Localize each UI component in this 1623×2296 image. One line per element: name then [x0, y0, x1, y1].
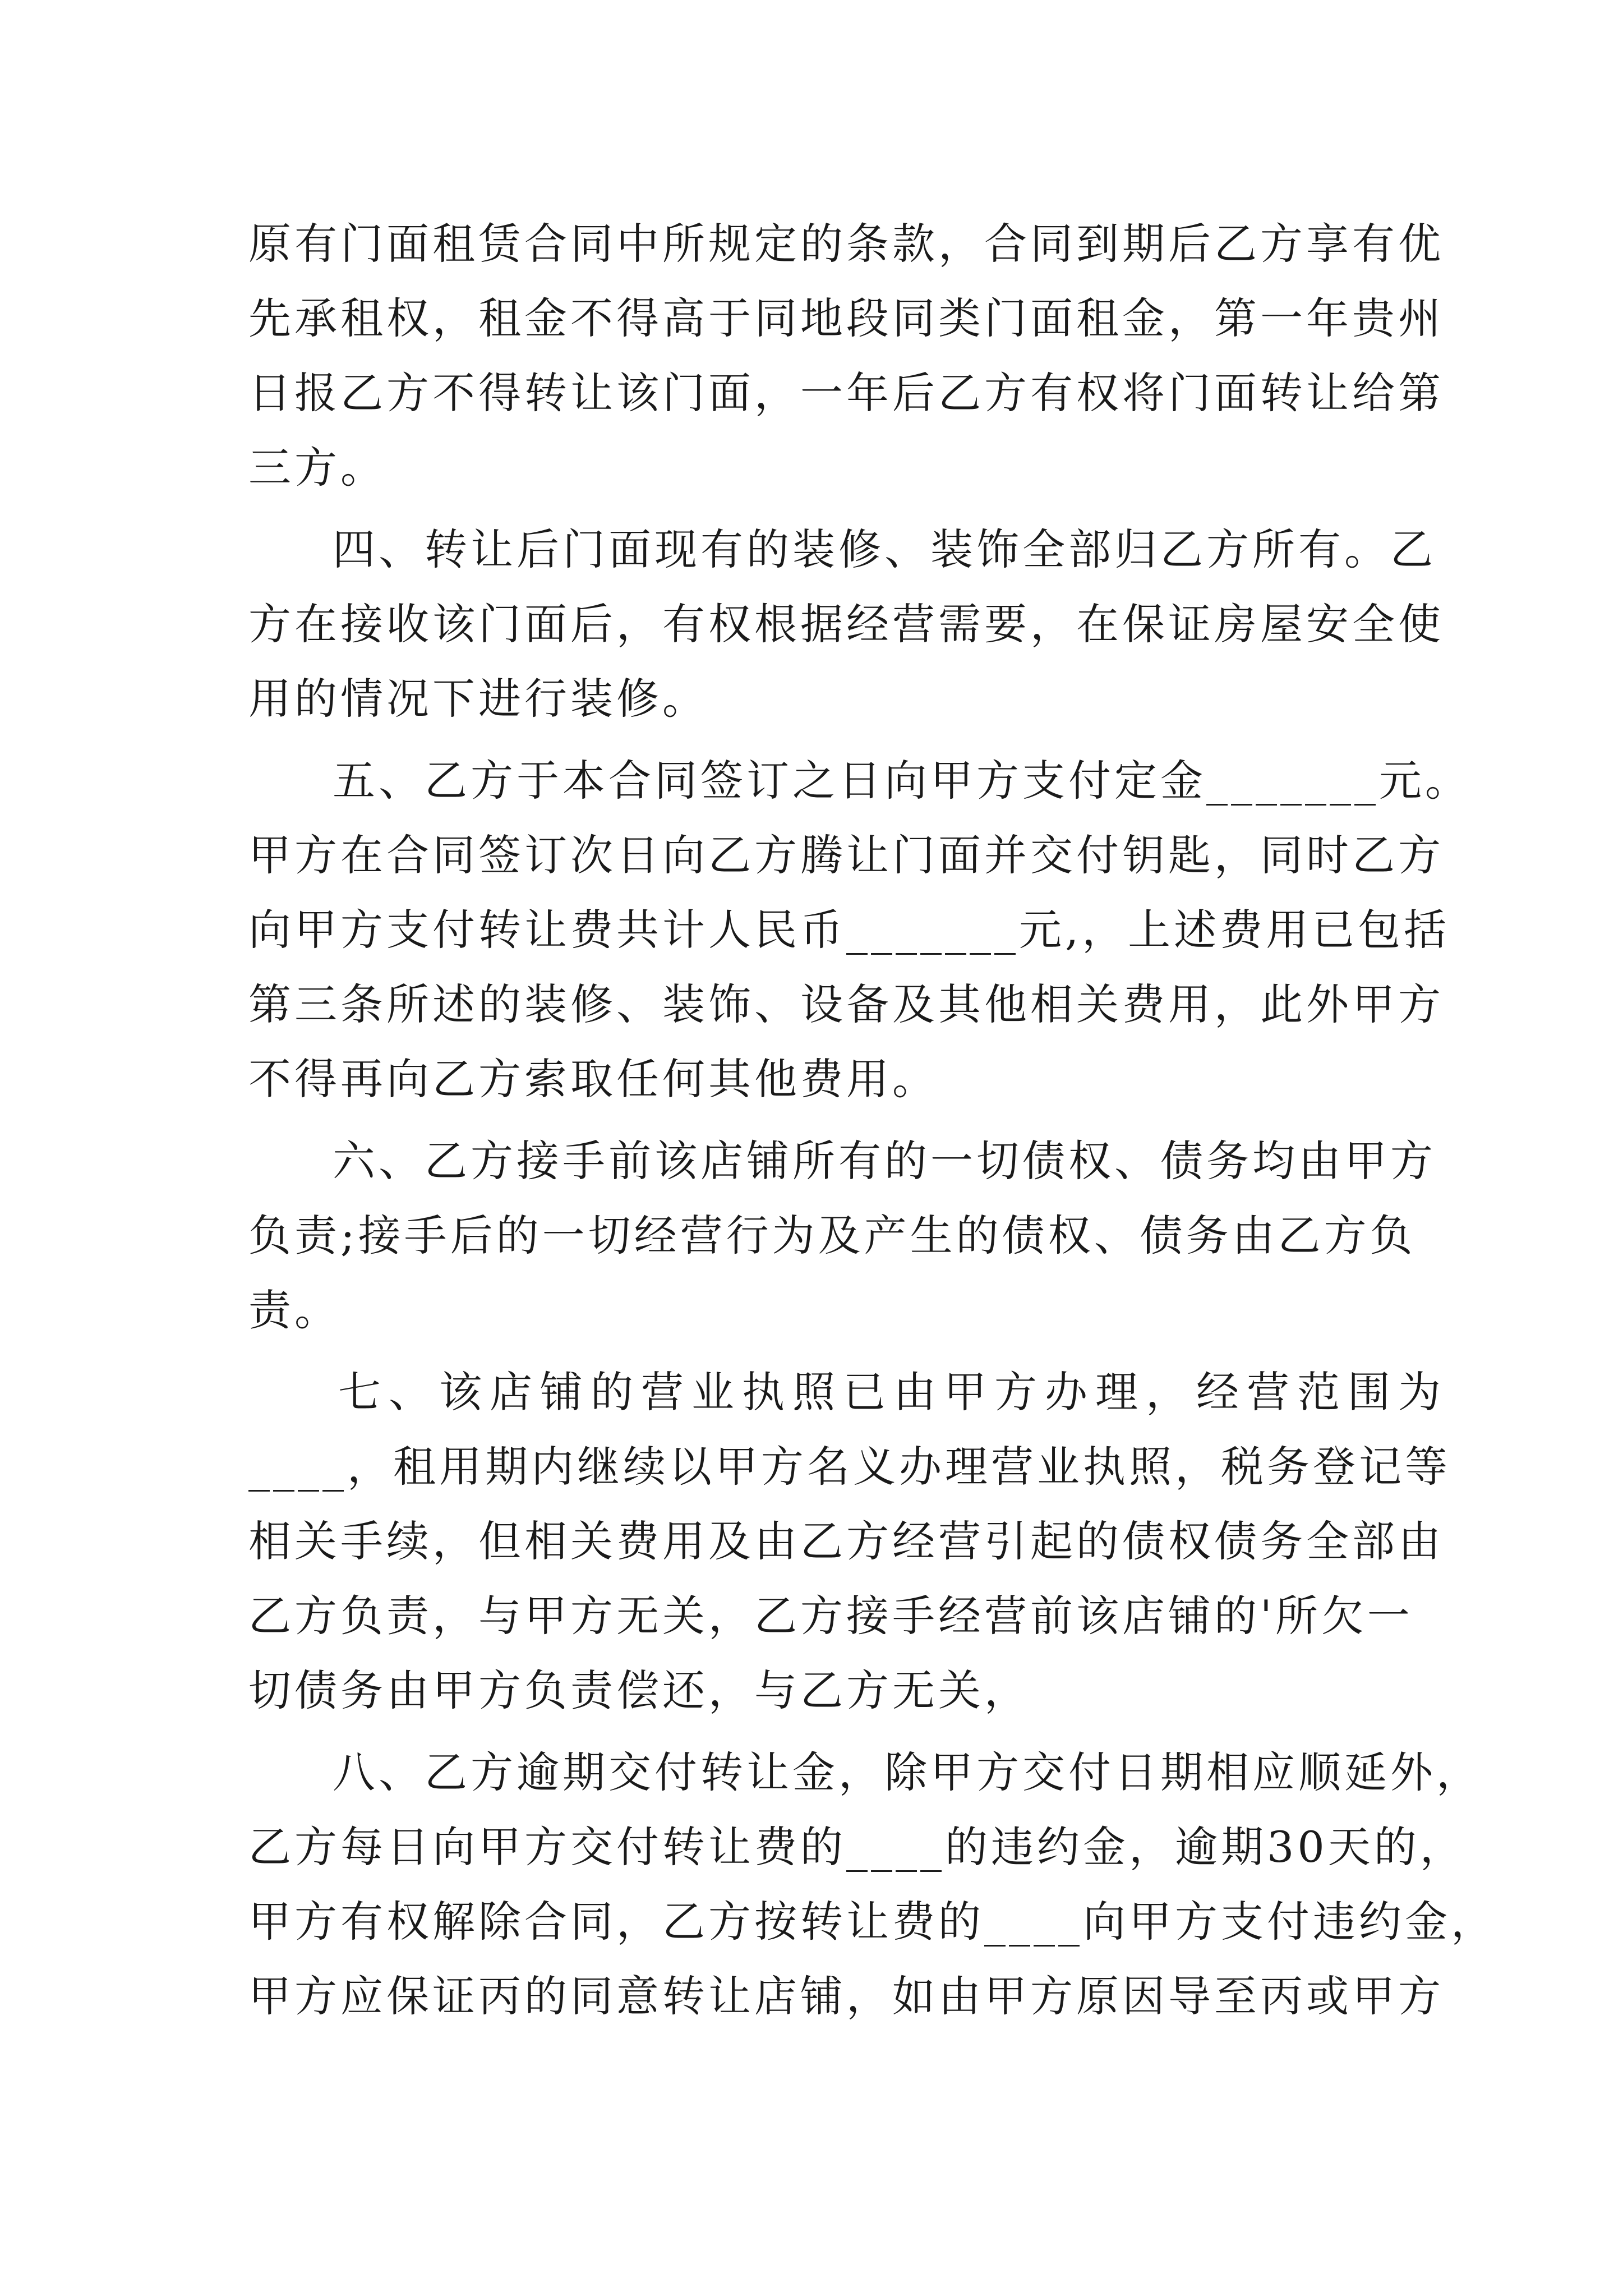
text-line: 甲方应保证丙的同意转让店铺，如由甲方原因导至丙或甲方	[248, 1971, 1444, 2021]
text-line: 先承租权，租金不得高于同地段同类门面租金，第一年贵州	[248, 293, 1444, 343]
text-line: 五、乙方于本合同签订之日向甲方支付定金_______元。	[333, 756, 1471, 806]
text-line: 甲方有权解除合同，乙方按转让费的____向甲方支付违约金，	[248, 1897, 1497, 1947]
text-line: 第三条所述的装修、装饰、设备及其他相关费用，此外甲方	[248, 979, 1444, 1029]
text-line: 甲方在合同签订次日向乙方腾让门面并交付钥匙，同时乙方	[248, 830, 1444, 880]
text-line: 八、乙方逾期交付转让金，除甲方交付日期相应顺延外，	[333, 1747, 1482, 1797]
text-line: 四、转让后门面现有的装修、装饰全部归乙方所有。乙	[333, 524, 1436, 574]
text-line: 负责;接手后的一切经营行为及产生的债权、债务由乙方负	[248, 1211, 1416, 1260]
text-line: 不得再向乙方索取任何其他费用。	[248, 1054, 938, 1104]
text-line: 三方。	[248, 443, 386, 493]
text-line: 六、乙方接手前该店铺所有的一切债权、债务均由甲方	[333, 1136, 1436, 1186]
text-line: 乙方每日向甲方交付转让费的____的违约金，逾期30天的，	[248, 1822, 1466, 1872]
text-line: 向甲方支付转让费共计人民币_______元,，上述费用已包括	[248, 905, 1450, 955]
text-line: 相关手续，但相关费用及由乙方经营引起的债权债务全部由	[248, 1516, 1444, 1566]
text-line: 用的情况下进行装修。	[248, 674, 708, 724]
text-line: 切债务由甲方负责偿还，与乙方无关，	[248, 1665, 1030, 1715]
text-line: ____，租用期内继续以甲方名义办理营业执照，税务登记等	[248, 1442, 1451, 1492]
text-line: 日报乙方不得转让该门面，一年后乙方有权将门面转让给第	[248, 368, 1444, 418]
text-line: 乙方负责，与甲方无关，乙方接手经营前该店铺的'所欠一	[248, 1591, 1413, 1641]
text-line: 原有门面租赁合同中所规定的条款，合同到期后乙方享有优	[248, 219, 1444, 269]
text-line: 七、该店铺的营业执照已由甲方办理，经营范围为	[338, 1367, 1449, 1417]
text-line: 责。	[248, 1285, 340, 1335]
text-line: 方在接收该门面后，有权根据经营需要，在保证房屋安全使	[248, 599, 1444, 649]
